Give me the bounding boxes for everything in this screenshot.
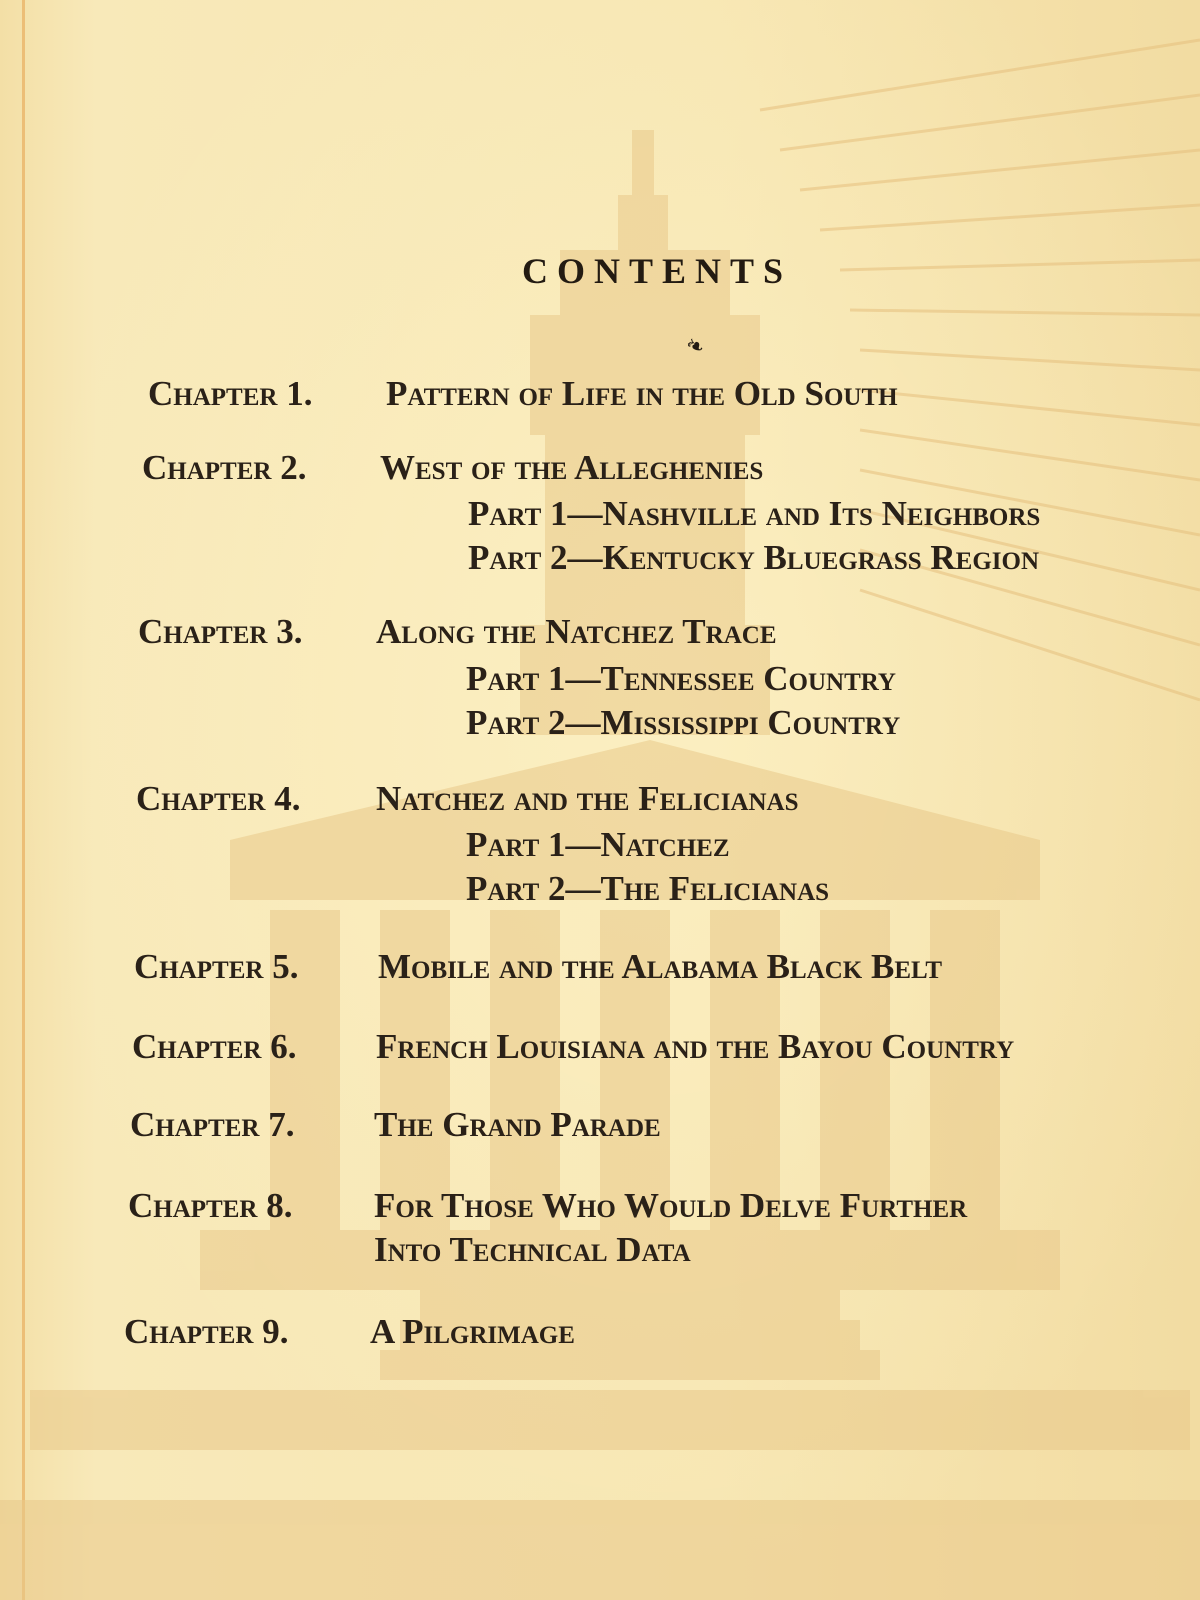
toc-part-chapter-2-part-2[interactable]: Part 2—Kentucky Bluegrass Region bbox=[468, 538, 1040, 577]
chapter-title: For Those Who Would Delve Further bbox=[374, 1186, 968, 1225]
toc-part-chapter-4-part-2[interactable]: Part 2—The Felicianas bbox=[466, 869, 830, 908]
chapter-label: Chapter 4. bbox=[136, 779, 301, 818]
toc-part-chapter-3-part-1[interactable]: Part 1—Tennessee Country bbox=[466, 659, 896, 698]
chapter-title: French Louisiana and the Bayou Country bbox=[376, 1027, 1015, 1066]
contents-heading: CONTENTS bbox=[522, 251, 793, 291]
chapter-title: Pattern of Life in the Old South bbox=[386, 374, 898, 413]
chapter-label: Chapter 9. bbox=[124, 1312, 289, 1351]
chapter-label: Chapter 2. bbox=[142, 448, 307, 487]
chapter-title: Natchez and the Felicianas bbox=[376, 779, 799, 818]
chapter-title: The Grand Parade bbox=[374, 1105, 661, 1144]
chapter-label: Chapter 6. bbox=[132, 1027, 297, 1066]
chapter-label: Chapter 7. bbox=[130, 1105, 295, 1144]
chapter-title: West of the Alleghenies bbox=[380, 448, 764, 487]
chapter-title: Mobile and the Alabama Black Belt bbox=[378, 947, 943, 986]
chapter-label: Chapter 5. bbox=[134, 947, 299, 986]
leaf-ornament-icon: ❧ bbox=[681, 330, 710, 361]
toc-part-chapter-4-part-1[interactable]: Part 1—Natchez bbox=[466, 825, 730, 864]
chapter-title: A Pilgrimage bbox=[370, 1312, 575, 1351]
chapter-title: Along the Natchez Trace bbox=[376, 612, 777, 651]
chapter-label: Chapter 1. bbox=[148, 374, 313, 413]
chapter-label: Chapter 8. bbox=[128, 1186, 293, 1225]
chapter-label: Chapter 3. bbox=[138, 612, 303, 651]
toc-part-chapter-2-part-1[interactable]: Part 1—Nashville and Its Neighbors bbox=[468, 494, 1041, 533]
chapter-title-continuation[interactable]: Into Technical Data bbox=[374, 1230, 691, 1269]
toc-part-chapter-3-part-2[interactable]: Part 2—Mississippi Country bbox=[466, 703, 901, 742]
